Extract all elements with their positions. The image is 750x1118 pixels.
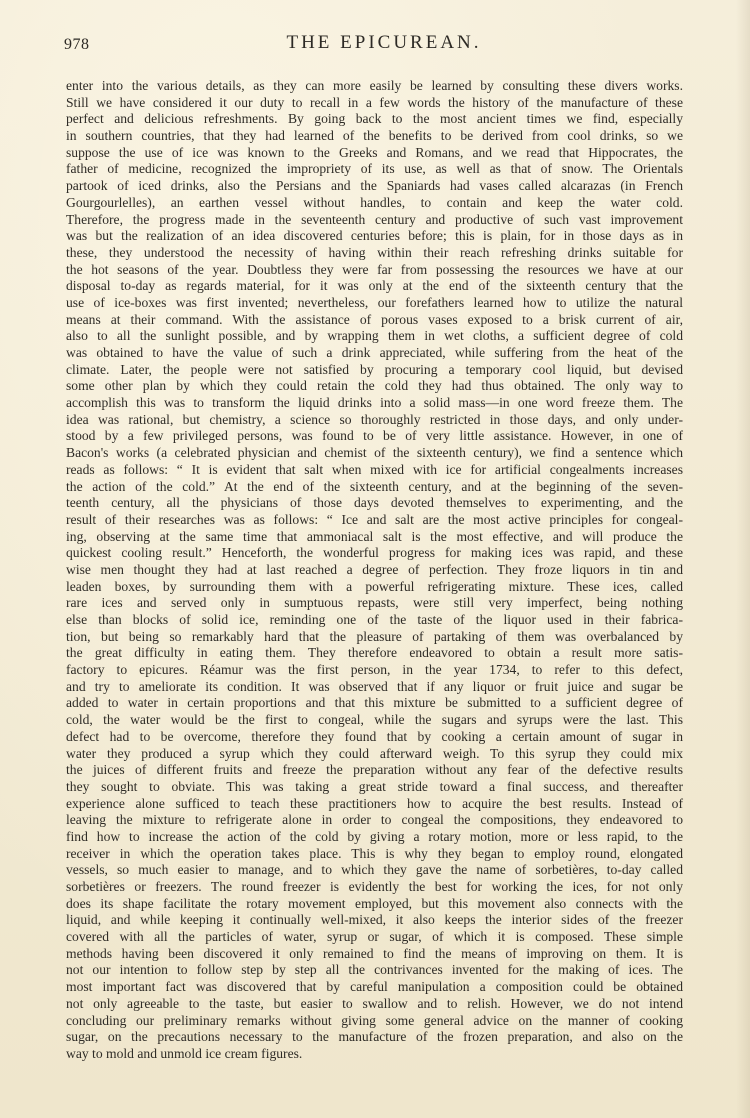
text-line: these, they understood the necessity of having within their reach refreshing drinks suitable for (66, 244, 683, 260)
text-line: teenth century, all the physicians of those days devoted themselves to experimenting, and the (66, 495, 683, 511)
text-line: result of their researches was as follows: “ Ice and salt are the most active principles for congeal- (66, 511, 683, 527)
text-line: enter into the various details, as they can more easily be learned by consulting these divers works. (66, 78, 683, 93)
text-line: in southern countries, that they had learned of the benefits to be derived from cool drinks, so we (66, 128, 683, 144)
text-line: tion, but being so remarkably hard that the pleasure of partaking of them was overbalanced by (66, 628, 683, 644)
text-line: Still we have considered it our duty to recall in a few words the history of the manufacture of these (66, 94, 683, 110)
text-line: perfect and delicious refreshments. By going back to the most ancient times we find, especially (66, 111, 683, 127)
text-line: the juices of different fruits and freeze the preparation without any fear of the defective results (66, 762, 683, 778)
text-line: leaden boxes, by surrounding them with a powerful refrigerating mixture. These ices, called (66, 578, 683, 594)
text-line: use of ice-boxes was first invented; nevertheless, our forefathers learned how to utilize the natural (66, 294, 683, 310)
text-line: does its shape facilitate the rotary movement employed, but this movement also connects with the (66, 895, 683, 911)
text-line: and try to ameliorate its condition. It was observed that if any liquor or fruit juice and sugar be (66, 678, 683, 694)
text-line: they sought to obviate. This was taking a great stride toward a final success, and thereafter (66, 778, 683, 794)
text-line: vessels, so much easier to manage, and to which they gave the name of sorbetières, to-day called (66, 862, 683, 878)
text-line: sugar, on the precautions necessary to the manufacture of the frozen preparation, and also on the (66, 1029, 683, 1045)
text-line: experience alone sufficed to teach these practitioners how to acquire the best results. Instead of (66, 795, 683, 811)
text-line: Gourgourlelles), an earthen vessel without handles, to contain and keep the water cold. (66, 194, 683, 210)
page-edge-shadow (736, 0, 750, 1118)
text-line: ing, observing at the same time that ammoniacal salt is the most effective, and will produce the (66, 528, 683, 544)
text-line: idea was rational, but chemistry, a science so thoroughly restricted in those days, and only under- (66, 411, 683, 427)
text-line: most important fact was discovered that by careful manipulation a composition could be obtained (66, 979, 683, 995)
text-line: not our intention to follow step by step all the contrivances invented for the making of ices. The (66, 962, 683, 978)
text-line: quickest cooling result.” Henceforth, the wonderful progress for making ices was rapid, and these (66, 545, 683, 561)
text-line: was but the realization of an idea discovered centuries before; this is plain, for in those days as in (66, 228, 683, 244)
text-line: accomplish this was to transform the liquid drinks into a solid mass—in one word freeze them. The (66, 395, 683, 411)
text-line: find how to increase the action of the cold by giving a rotary motion, more or less rapid, to the (66, 828, 683, 844)
text-line: stood by a few privileged persons, was found to be of very little assistance. However, in one of (66, 428, 683, 444)
text-line: way to mold and unmold ice cream figures. (66, 1045, 303, 1061)
text-line: rare ices and served only in sumptuous repasts, were still very imperfect, being nothing (66, 595, 683, 611)
text-line: was obtained to have the value of such a drink appreciated, while suffering from the heat of the (66, 345, 683, 360)
text-line: some other plan by which they could retain the cold they had thus obtained. The only way to (66, 378, 683, 394)
text-line: wise men thought they had at last reached a degree of perfection. They froze liquors in tin and (66, 561, 683, 577)
text-line: means at their command. With the assistance of porous vases exposed to a brisk current of air, (66, 311, 683, 327)
text-line: suppose the use of ice was known to the Greeks and Romans, and we read that Hippocrates, the (66, 144, 683, 160)
body-paragraph (66, 78, 683, 1063)
text-line: climate. Later, the people were not satisfied by procuring a temporary cool liquid, but devised (66, 361, 683, 377)
text-line: the great difficulty in eating them. They therefore endeavored to obtain a result more satis- (66, 645, 683, 661)
text-line: disposal to-day as regards material, for it was only at the end of the sixteenth century that the (66, 278, 683, 294)
text-line: father of medicine, recognized the impropriety of its use, as well as that of snow. The Orientals (66, 161, 683, 177)
text-line: not only agreeable to the taste, but easier to swallow and to relish. However, we do not intend (66, 995, 683, 1011)
text-line: factory to epicures. Réamur was the first person, in the year 1734, to refer to this defect, (66, 662, 683, 678)
text-line: cold, the water would be the first to congeal, while the sugars and syrups were the last. This (66, 712, 683, 728)
text-line: methods having been discovered it only remained to find the means of improving on them. It is (66, 945, 683, 961)
text-line: also to all the sunlight possible, and by wrapping them in wet cloths, a sufficient degree of cold (66, 328, 683, 344)
page-header (64, 30, 684, 60)
text-line: concluding our preliminary remarks without giving some general advice on the manner of cooking (66, 1012, 683, 1028)
text-line: leaving the mixture to refrigerate alone in order to congeal the compositions, they endeavored to (66, 812, 683, 828)
text-line: partook of iced drinks, also the Persians and the Spaniards had vases called alcarazas (in French (66, 178, 683, 194)
text-line: the action of the cold.” At the end of the sixteenth century, and at the beginning of the seven- (66, 478, 683, 494)
text-line: covered with all the particles of water, syrup or sugar, of which it is composed. These simple (66, 929, 683, 945)
text-line: receiver in which the operation takes place. This is why they began to employ round, elongated (66, 845, 683, 861)
text-line: Bacon's works (a celebrated physician and chemist of the sixteenth century), we find a sentence which (66, 445, 683, 461)
text-line: sorbetières or freezers. The round freezer is evidently the best for working the ices, for not only (66, 879, 683, 894)
text-line: defect had to be overcome, therefore they found that by cooking a certain amount of sugar in (66, 728, 683, 744)
text-line: liquid, and while keeping it continually well-mixed, it also keeps the interior sides of the freezer (66, 912, 683, 928)
text-line: Therefore, the progress made in the seventeenth century and productive of such vast improvement (66, 211, 683, 227)
page-number: 978 (64, 36, 90, 53)
text-line: else than blocks of solid ice, reminding one of the taste of the liquor used in their fabrica- (66, 612, 683, 627)
text-line: added to water in certain proportions and that this mixture be submitted to a sufficient degree of (66, 695, 683, 711)
text-line: the hot seasons of the year. Doubtless they were far from possessing the resources we have at our (66, 261, 683, 277)
running-title: THE EPICUREAN. (286, 32, 482, 53)
text-line: reads as follows: “ It is evident that salt when mixed with ice for artificial congealments increases (66, 461, 683, 477)
text-line: water they produced a syrup which they could afterward weigh. To this syrup they could mix (66, 745, 683, 761)
